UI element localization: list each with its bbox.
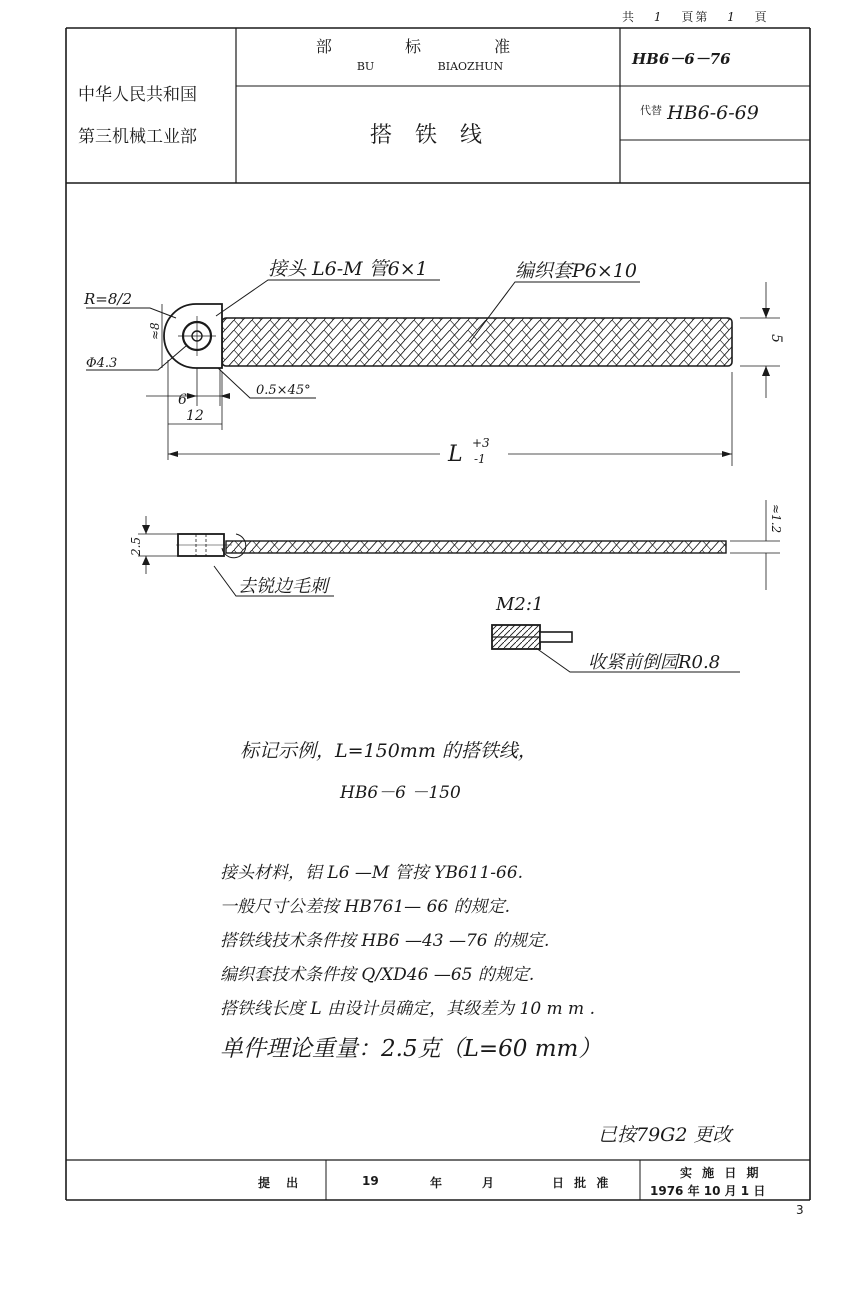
scale-label: M2:1 bbox=[496, 594, 544, 615]
replaces-label: 代替 bbox=[640, 104, 662, 117]
page-no: 1 bbox=[727, 10, 737, 24]
year-label: 19 bbox=[362, 1174, 379, 1188]
standard-number: HB6－6－76 bbox=[632, 50, 731, 68]
dim-approx8: ≈8 bbox=[148, 322, 162, 340]
page-label: 頁 bbox=[754, 10, 769, 24]
dim-12: 12 bbox=[186, 408, 204, 424]
note-line: 接头材料，铝 L6 —M 管按 YB611-66. bbox=[220, 863, 524, 883]
country-name: 中华人民共和国 bbox=[78, 85, 197, 105]
total-label: 共 bbox=[622, 10, 637, 24]
marking-example: 标记示例，L=150mm 的搭铁线， bbox=[240, 740, 537, 762]
dim-L-upper: +3 bbox=[472, 436, 490, 450]
note-line: 搭铁线技术条件按 HB6 —43 —76 的规定. bbox=[220, 931, 550, 951]
year-unit: 年 bbox=[430, 1176, 443, 1190]
dim-L: L bbox=[448, 442, 463, 467]
pages-label: 頁第 bbox=[681, 10, 710, 24]
marking-code: HB6－6 －150 bbox=[340, 783, 461, 803]
deburr-label: 去锐边毛刺 bbox=[238, 576, 328, 597]
note-line: 一般尺寸公差按 HB761— 66 的规定. bbox=[220, 897, 511, 917]
connector-label: 接头 L6-M 管6×1 bbox=[268, 258, 428, 280]
day-approve: 日 批 准 bbox=[552, 1176, 612, 1190]
page-number: 3 bbox=[796, 1203, 804, 1217]
dim-5: 5 bbox=[768, 334, 784, 343]
replaces-number: HB6-6-69 bbox=[667, 102, 759, 124]
dim-L-lower: -1 bbox=[474, 452, 486, 466]
note-line: 编织套技术条件按 Q/XD46 —65 的规定. bbox=[220, 965, 535, 985]
dim-chamfer: 0.5×45° bbox=[256, 383, 311, 398]
revision-note: 已按79G2 更改 bbox=[598, 1124, 732, 1146]
effective-date: 1976 年 10 月 1 日 bbox=[650, 1184, 766, 1198]
weight-line: 单件理论重量：2.5克（L=60 mm） bbox=[220, 1036, 602, 1062]
crimp-label: 收紧前倒园R0.8 bbox=[588, 652, 721, 673]
drawing-title: 搭 铁 线 bbox=[370, 123, 490, 148]
standard-type-pinyin: BU BIAOZHUN bbox=[356, 60, 504, 73]
effective-label: 实 施 日 期 bbox=[680, 1166, 762, 1180]
note-line: 搭铁线长度 L 由设计员确定，其级差为 10 m m . bbox=[220, 999, 595, 1019]
submit-label: 提 出 bbox=[258, 1176, 305, 1190]
sleeve-label: 编织套P6×10 bbox=[515, 260, 637, 282]
standard-type-cn: 部 标 准 bbox=[315, 37, 545, 56]
month-unit: 月 bbox=[482, 1176, 495, 1190]
total-pages: 1 bbox=[653, 10, 664, 24]
dim-6: 6 bbox=[178, 392, 187, 408]
dim-approx1-2: ≈1.2 bbox=[769, 504, 783, 534]
ministry-name: 第三机械工业部 bbox=[78, 127, 197, 147]
dim-phi: Φ4.3 bbox=[86, 356, 118, 371]
dim-2-5: 2.5 bbox=[129, 536, 143, 556]
radius-label: R=8/2 bbox=[84, 290, 133, 308]
